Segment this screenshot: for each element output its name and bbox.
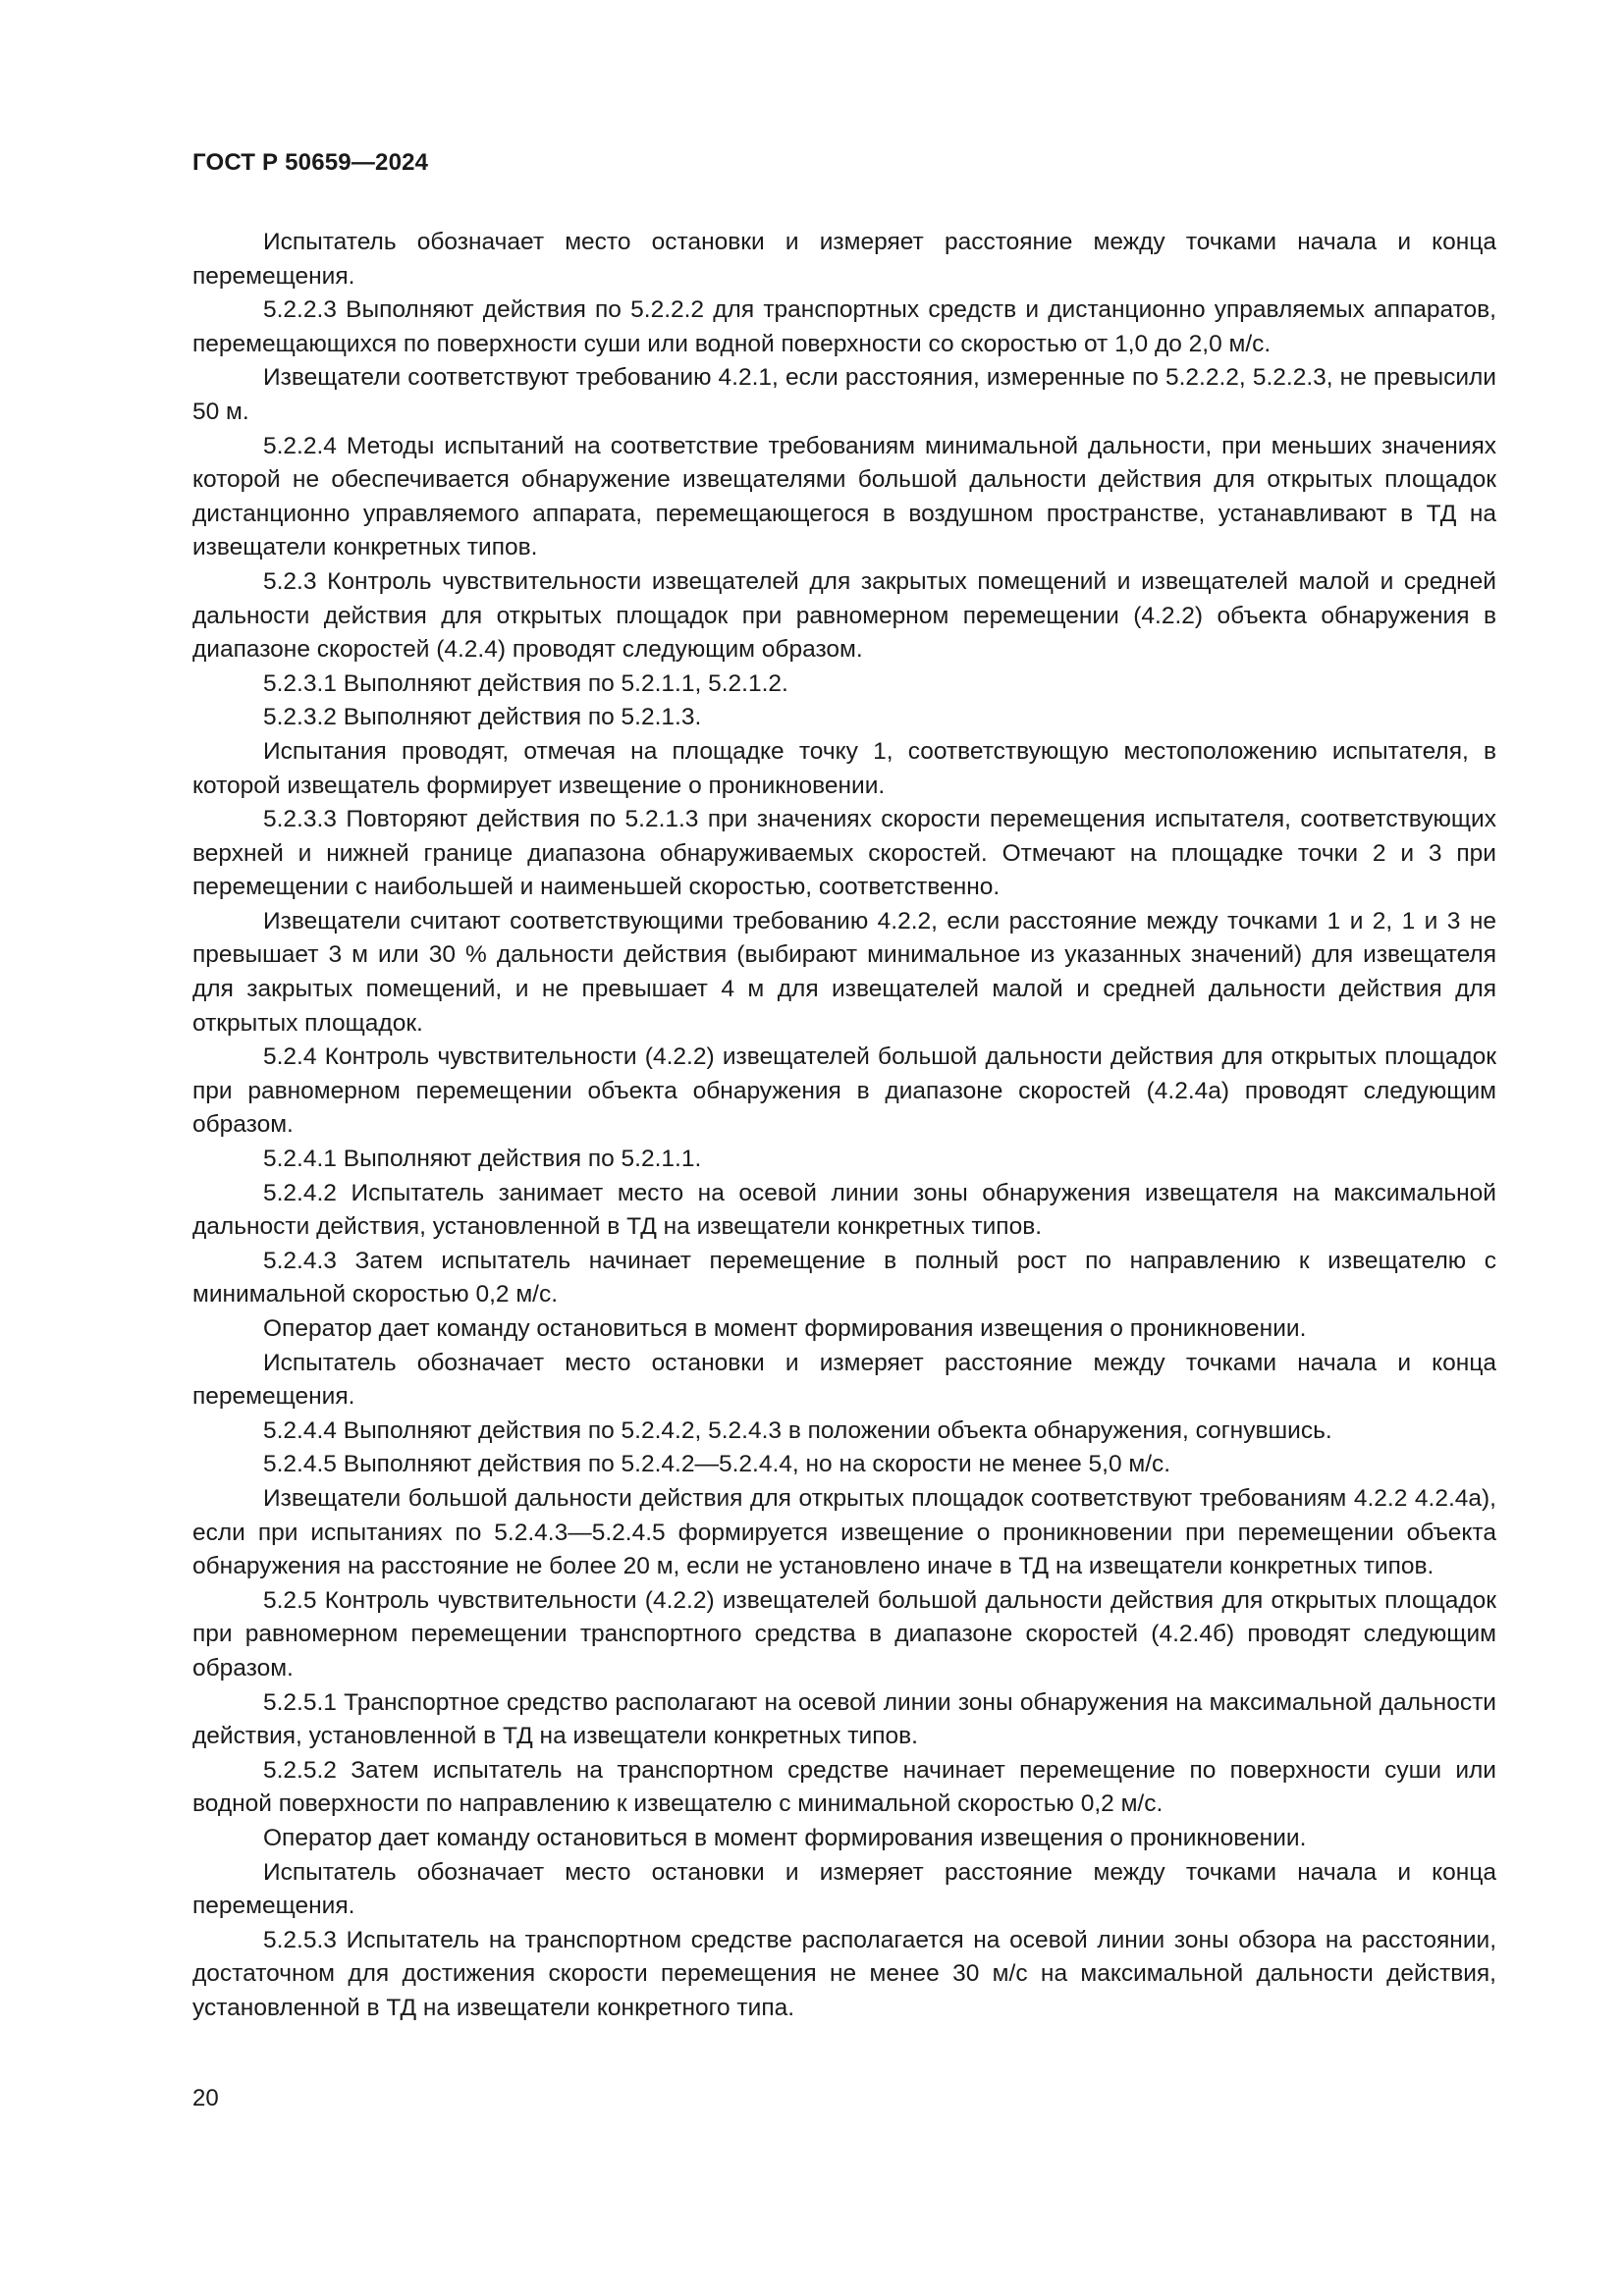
paragraph: Испытатель обозначает место остановки и измеряет расстояние между точками начала и конца перемещения. xyxy=(192,1858,1496,1920)
paragraph: Извещатели считают соответствующими требованию 4.2.2, если расстояние между точками 1 и 2, 1 и 3 не превышает 3 м или 30 % дальности действия (выбирают минимальное из указанных значений) для извещателя для закрытых помещений, и не превышает 4 м для извещателей малой и средней дальности действия для открытых площадок. xyxy=(192,907,1496,1037)
paragraph: 5.2.5 Контроль чувствительности (4.2.2) извещателей большой дальности действия для открытых площадок при равномерном перемещении транспортного средства в диапазоне скоростей (4.2.4б) проводят следующим образом. xyxy=(192,1586,1496,1682)
paragraph: 5.2.4.2 Испытатель занимает место на осевой линии зоны обнаружения извещателя на максимальной дальности действия, установленной в ТД на извещатели конкретных типов. xyxy=(192,1179,1496,1241)
paragraph: 5.2.2.4 Методы испытаний на соответствие требованиям минимальной дальности, при меньших значениях которой не обеспечивается обнаружение извещателями большой дальности действия для открытых площадок дистанционно управляемого аппарата, перемещающегося в воздушном пространстве, устанавливают в ТД на извещатели конкретных типов. xyxy=(192,432,1496,561)
paragraph: 5.2.4 Контроль чувствительности (4.2.2) извещателей большой дальности действия для открытых площадок при равномерном перемещении объекта обнаружения в диапазоне скоростей (4.2.4а) проводят следующим образом. xyxy=(192,1043,1496,1139)
paragraph: Испытания проводят, отмечая на площадке точку 1, соответствующую местоположению испытателя, в которой извещатель формирует извещение о проникновении. xyxy=(192,737,1496,799)
paragraph: Извещатели большой дальности действия для открытых площадок соответствуют требованиям 4.2.2 4.2.4а), если при испытаниях по 5.2.4.3—5.2.4.5 формируется извещение о проникновении при перемещении объекта обнаружения на расстояние не более 20 м, если не установлено иначе в ТД на извещатели конкретных типов. xyxy=(192,1484,1496,1580)
paragraph: 5.2.5.1 Транспортное средство располагают на осевой линии зоны обнаружения на максимальной дальности действия, установленной в ТД на извещатели конкретных типов. xyxy=(192,1688,1496,1750)
page-number: 20 xyxy=(192,2085,219,2111)
paragraph: 5.2.5.3 Испытатель на транспортном средстве располагается на осевой линии зоны обзора на расстоянии, достаточном для достижения скорости перемещения не менее 30 м/с на максимальной дальности действия, установленной в ТД на извещатели конкретного типа. xyxy=(192,1926,1496,2021)
paragraph: Извещатели соответствуют требованию 4.2.1, если расстояния, измеренные по 5.2.2.2, 5.2.2.3, не превысили 50 м. xyxy=(192,364,1496,425)
paragraph: Оператор дает команду остановиться в момент формирования извещения о проникновении. xyxy=(263,1315,1307,1342)
paragraph: Испытатель обозначает место остановки и измеряет расстояние между точками начала и конца перемещения. xyxy=(192,229,1496,290)
paragraph: 5.2.3.2 Выполняют действия по 5.2.1.3. xyxy=(263,704,702,731)
paragraph: 5.2.3.3 Повторяют действия по 5.2.1.3 при значениях скорости перемещения испытателя, соответствующих верхней и нижней границе диапазона обнаруживаемых скоростей. Отмечают на площадке точки 2 и 3 при перемещении с наибольшей и наименьшей скоростью, соответственно. xyxy=(192,806,1496,901)
paragraph: 5.2.4.1 Выполняют действия по 5.2.1.1. xyxy=(263,1146,702,1173)
paragraph: 5.2.4.4 Выполняют действия по 5.2.4.2, 5.2.4.3 в положении объекта обнаружения, согнувшись. xyxy=(263,1416,1332,1444)
paragraph: 5.2.2.3 Выполняют действия по 5.2.2.2 для транспортных средств и дистанционно управляемых аппаратов, перемещающихся по поверхности суши или водной поверхности со скоростью от 1,0 до 2,0 м/с. xyxy=(192,296,1496,357)
paragraph: Оператор дает команду остановиться в момент формирования извещения о проникновении. xyxy=(263,1824,1307,1851)
body-text xyxy=(192,226,1496,2025)
paragraph: 5.2.3 Контроль чувствительности извещателей для закрытых помещений и извещателей малой и средней дальности действия для открытых площадок при равномерном перемещении (4.2.2) объекта обнаружения в диапазоне скоростей (4.2.4) проводят следующим образом. xyxy=(192,567,1496,664)
document-header: ГОСТ Р 50659—2024 xyxy=(192,149,429,176)
paragraph: 5.2.4.5 Выполняют действия по 5.2.4.2—5.2.4.4, но на скорости не менее 5,0 м/с. xyxy=(263,1451,1171,1478)
paragraph: 5.2.5.2 Затем испытатель на транспортном средстве начинает перемещение по поверхности суши или водной поверхности по направлению к извещателю с минимальной скоростью 0,2 м/с. xyxy=(192,1756,1496,1818)
paragraph: 5.2.3.1 Выполняют действия по 5.2.1.1, 5.2.1.2. xyxy=(263,669,788,697)
paragraph: Испытатель обозначает место остановки и измеряет расстояние между точками начала и конца перемещения. xyxy=(192,1349,1496,1411)
paragraph: 5.2.4.3 Затем испытатель начинает перемещение в полный рост по направлению к извещателю с минимальной скоростью 0,2 м/с. xyxy=(192,1247,1496,1308)
